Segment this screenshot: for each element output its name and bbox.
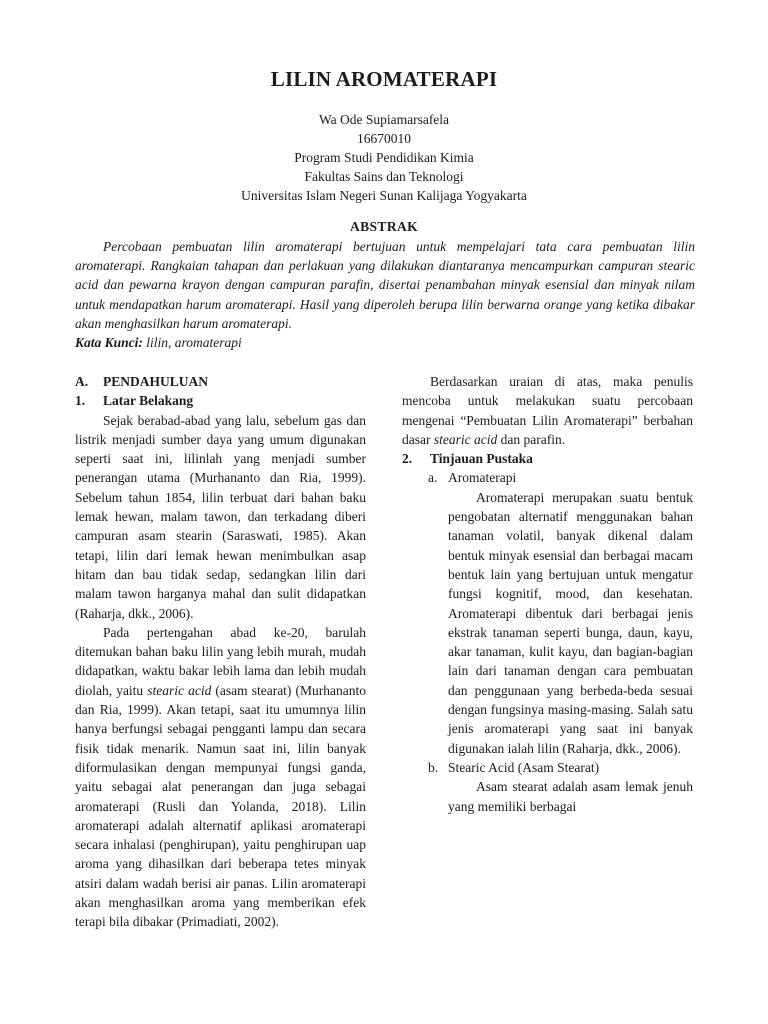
abstract-heading: ABSTRAK — [349, 219, 419, 234]
paragraph-3-part-a: Berdasarkan uraian di atas, maka penulis mencoba untuk melakukan suatu percobaan mengenai “Pembuatan Lilin Aromaterapi” berbahan dasar — [402, 374, 693, 447]
term-stearic-acid: stearic acid — [147, 682, 212, 698]
paragraph-2 — [75, 623, 366, 932]
subsection-heading-tinjauan-pustaka — [402, 449, 693, 468]
university: Universitas Islam Negeri Sunan Kalijaga Yogyakarta — [241, 188, 527, 203]
abstract-text: Percobaan pembuatan lilin aromaterapi bertujuan untuk mempelajari tata cara pembuatan lilin aromaterapi. Rangkaian tahapan dan perlakuan yang dilakukan diantaranya mencampurkan campuran stearic acid dan pewarna krayon dengan campuran parafin, disertai penambahan minyak esensial dan minyak nilam untuk mendapatkan harum aromaterapi. Hasil yang diperoleh berupa lilin berwarna orange yang ketika dibakar akan menghasilkan harum aromaterapi. — [75, 239, 695, 331]
faculty: Fakultas Sains dan Teknologi — [304, 169, 464, 184]
item-letter-a: a. — [428, 470, 438, 486]
study-program: Program Studi Pendidikan Kimia — [294, 150, 474, 165]
paragraph-2-part-a: Pada pertengahan abad ke-20, barulah ditemukan bahan baku lilin yang lebih murah, mudah didapatkan, waktu bakar lebih lama dan lebih mudah diolah, yaitu — [75, 624, 366, 698]
section-title: PENDAHULUAN — [103, 374, 209, 389]
subsection-number: 1. — [75, 393, 86, 409]
keywords — [75, 333, 695, 352]
stearic-acid-body — [448, 777, 693, 816]
author-name: Wa Ode Supiamarsafela — [318, 112, 450, 127]
subsection-heading-latar-belakang — [75, 391, 366, 410]
right-column — [402, 372, 693, 816]
item-title-stearic-acid: Stearic Acid (Asam Stearat) — [448, 759, 600, 775]
author-block — [0, 110, 768, 205]
item-title-aromaterapi: Aromaterapi — [448, 470, 517, 486]
paragraph-3 — [402, 372, 693, 449]
item-letter-b: b. — [428, 759, 439, 775]
subheading-aromaterapi — [428, 468, 693, 487]
aromaterapi-body — [448, 488, 693, 758]
paragraph-3-part-b: dan parafin. — [497, 431, 566, 447]
paper-title: LILIN AROMATERAPI — [270, 67, 498, 91]
paragraph-2-part-b: (asam stearat) (Murhananto dan Ria, 1999). Akan tetapi, saat itu umumnya lilin hanya berfungsi sebagai pengganti lampu dan secara fisik tidak menarik. Namun saat ini, lilin banyak diformulasikan dengan mempunyai fungsi ganda, yaitu sebagai alat penerangan dan juga sebagai aromaterapi (Rusli dan Yolanda, 2018). Lilin aromaterapi adalah alternatif aplikasi aromaterapi secara inhalasi (penghirupan), yaitu penghirupan uap aroma yang dihasilkan dari beberapa tetes minyak atsiri dalam wadah berisi air panas. Lilin aromaterapi akan menghasilkan aroma yang memberikan efek terapi bila dibakar (Primadiati, 2002). — [75, 682, 366, 930]
subsection-title: Latar Belakang — [103, 393, 194, 409]
term-stearic-acid-2: stearic acid — [433, 431, 498, 447]
subheading-stearic-acid — [428, 758, 693, 777]
keywords-value: lilin, aromaterapi — [142, 335, 242, 350]
subsection-number-2: 2. — [402, 451, 413, 467]
subsection-title-2: Tinjauan Pustaka — [430, 451, 533, 467]
student-id: 16670010 — [357, 131, 411, 146]
section-heading-pendahuluan — [75, 372, 366, 391]
left-column — [75, 372, 366, 932]
section-number: A. — [75, 374, 89, 389]
paragraph-stearic-acid: Asam stearat adalah asam lemak jenuh yang memiliki berbagai — [448, 779, 693, 814]
paragraph-1: Sejak berabad-abad yang lalu, sebelum gas dan listrik menjadi sumber daya yang umum digunakan seperti saat ini, lilinlah yang menjadi sumber penerangan utama (Murhananto dan Ria, 1999). Sebelum tahun 1854, lilin terbuat dari bahan baku lemak hewan, malam tawon, dan terkadang diberi campuran asam stearin (Saraswati, 1985). Akan tetapi, lilin dari lemak hewan menimbulkan asap hitam dan bau tidak sedap, sedangkan lilin dari malam tawon harganya mahal dan sulit didapatkan (Raharja, dkk., 2006). — [75, 412, 366, 621]
keywords-label: Kata Kunci: — [75, 335, 143, 350]
paragraph-aromaterapi: Aromaterapi merupakan suatu bentuk pengobatan alternatif menggunakan bahan tanaman volatil, banyak dikenal dalam bentuk minyak esensial dan berbagai macam bentuk lain yang bertujuan untuk mengatur fungsi kognitif, mood, dan kesehatan. Aromaterapi dibentuk dari berbagai jenis ekstrak tanaman seperti bunga, daun, kayu, akar tanaman, kulit kayu, dan bagian-bagian lain dari tanaman dengan cara pembuatan dan penggunaan yang berbeda-beda sesuai dengan fungsinya masing-masing. Salah satu jenis aromaterapi yang saat ini banyak digunakan ialah lilin (Raharja, dkk., 2006). — [448, 489, 693, 756]
